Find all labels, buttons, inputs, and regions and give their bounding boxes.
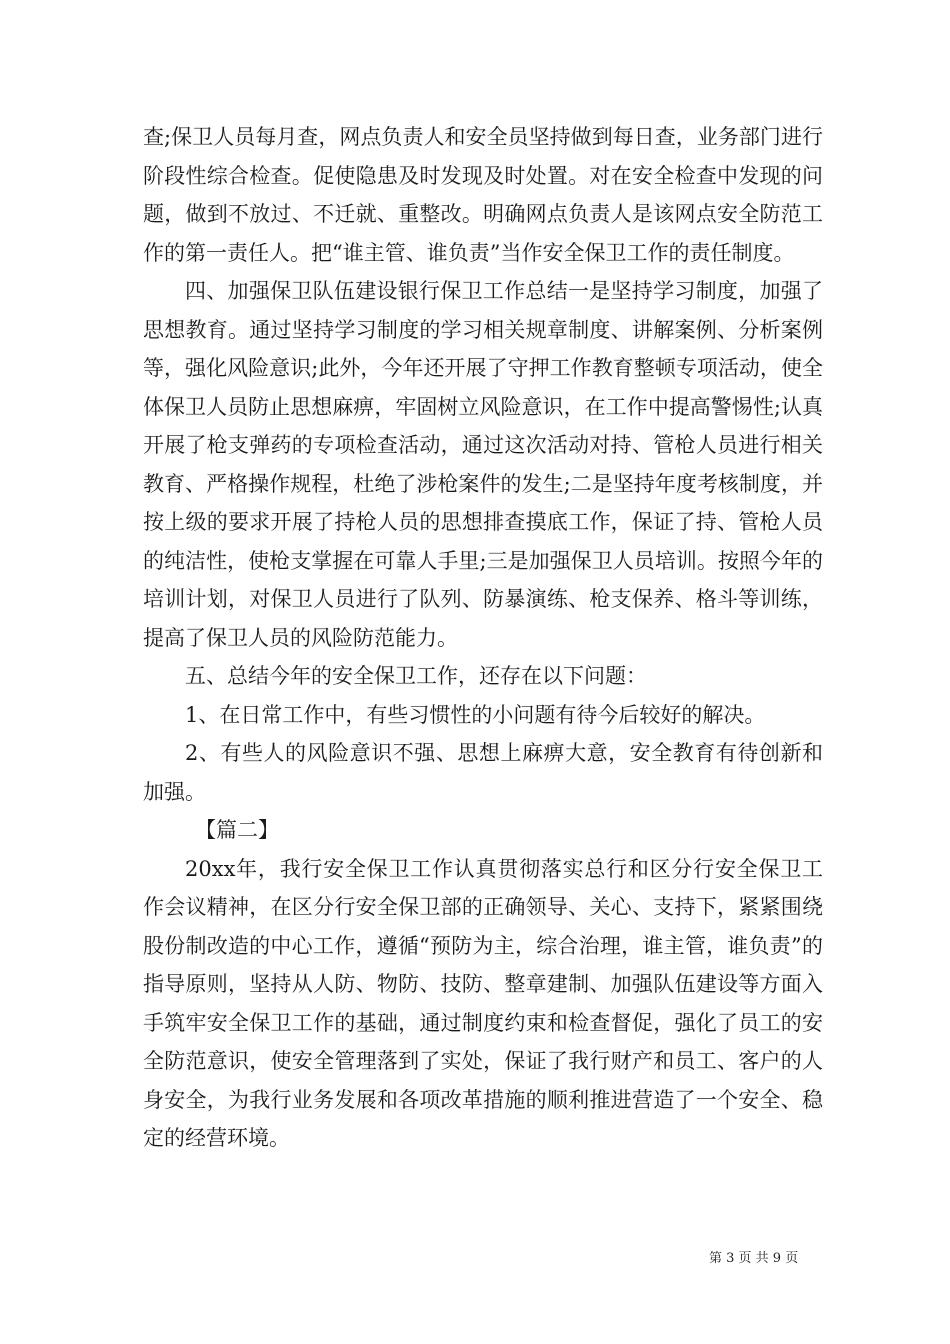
- document-body: [143, 118, 823, 1158]
- paragraph-problem-2: 2、有些人的风险意识不强、思想上麻痹大意，安全教育有待创新和加强。: [143, 741, 823, 804]
- paragraph-problem-1: 1、在日常工作中，有些习惯性的小问题有待今后较好的解决。: [185, 702, 766, 727]
- section-heading-part-two: 【篇二】: [195, 818, 279, 842]
- page-number: 第 3 页 共 9 页: [709, 1251, 799, 1266]
- paragraph-team-building: 四、加强保卫队伍建设银行保卫工作总结一是坚持学习制度，加强了思想教育。通过坚持学习制度的学习相关规章制度、讲解案例、分析案例等，强化风险意识;此外，今年还开展了守押工作教育整顿专项活动，使全体保卫人员防止思想麻痹，牢固树立风险意识，在工作中提高警惕性;认真开展了枪支弹药的专项检查活动，通过这次活动对持、管枪人员进行相关教育、严格操作规程，杜绝了涉枪案件的发生;二是坚持年度考核制度，并按上级的要求开展了持枪人员的思想排查摸底工作，保证了持、管枪人员的纯洁性，使枪支掌握在可靠人手里;三是加强保卫人员培训。按照今年的培训计划，对保卫人员进行了队列、防暴演练、枪支保养、格斗等训练，提高了保卫人员的风险防范能力。: [143, 279, 823, 650]
- paragraph-inspection-system: 查;保卫人员每月查，网点负责人和安全员坚持做到每日查，业务部门进行阶段性综合检查。促使隐患及时发现及时处置。对在安全检查中发现的问题，做到不放过、不迁就、重整改。明确网点负责人是该网点安全防范工作的第一责任人。把“谁主管、谁负责”当作安全保卫工作的责任制度。: [143, 125, 823, 265]
- paragraph-part-two-intro: 20xx年，我行安全保卫工作认真贯彻落实总行和区分行安全保卫工作会议精神，在区分行安全保卫部的正确领导、关心、支持下，紧紧围绕股份制改造的中心工作，遵循“预防为主，综合治理，谁主管，谁负责”的指导原则，坚持从人防、物防、技防、整章建制、加强队伍建设等方面入手筑牢安全保卫工作的基础，通过制度约束和检查督促，强化了员工的安全防范意识，使安全管理落到了实处，保证了我行财产和员工、客户的人身安全，为我行业务发展和各项改革措施的顺利推进营造了一个安全、稳定的经营环境。: [143, 856, 823, 1150]
- paragraph-problems-heading: 五、总结今年的安全保卫工作，还存在以下问题：: [185, 664, 647, 688]
